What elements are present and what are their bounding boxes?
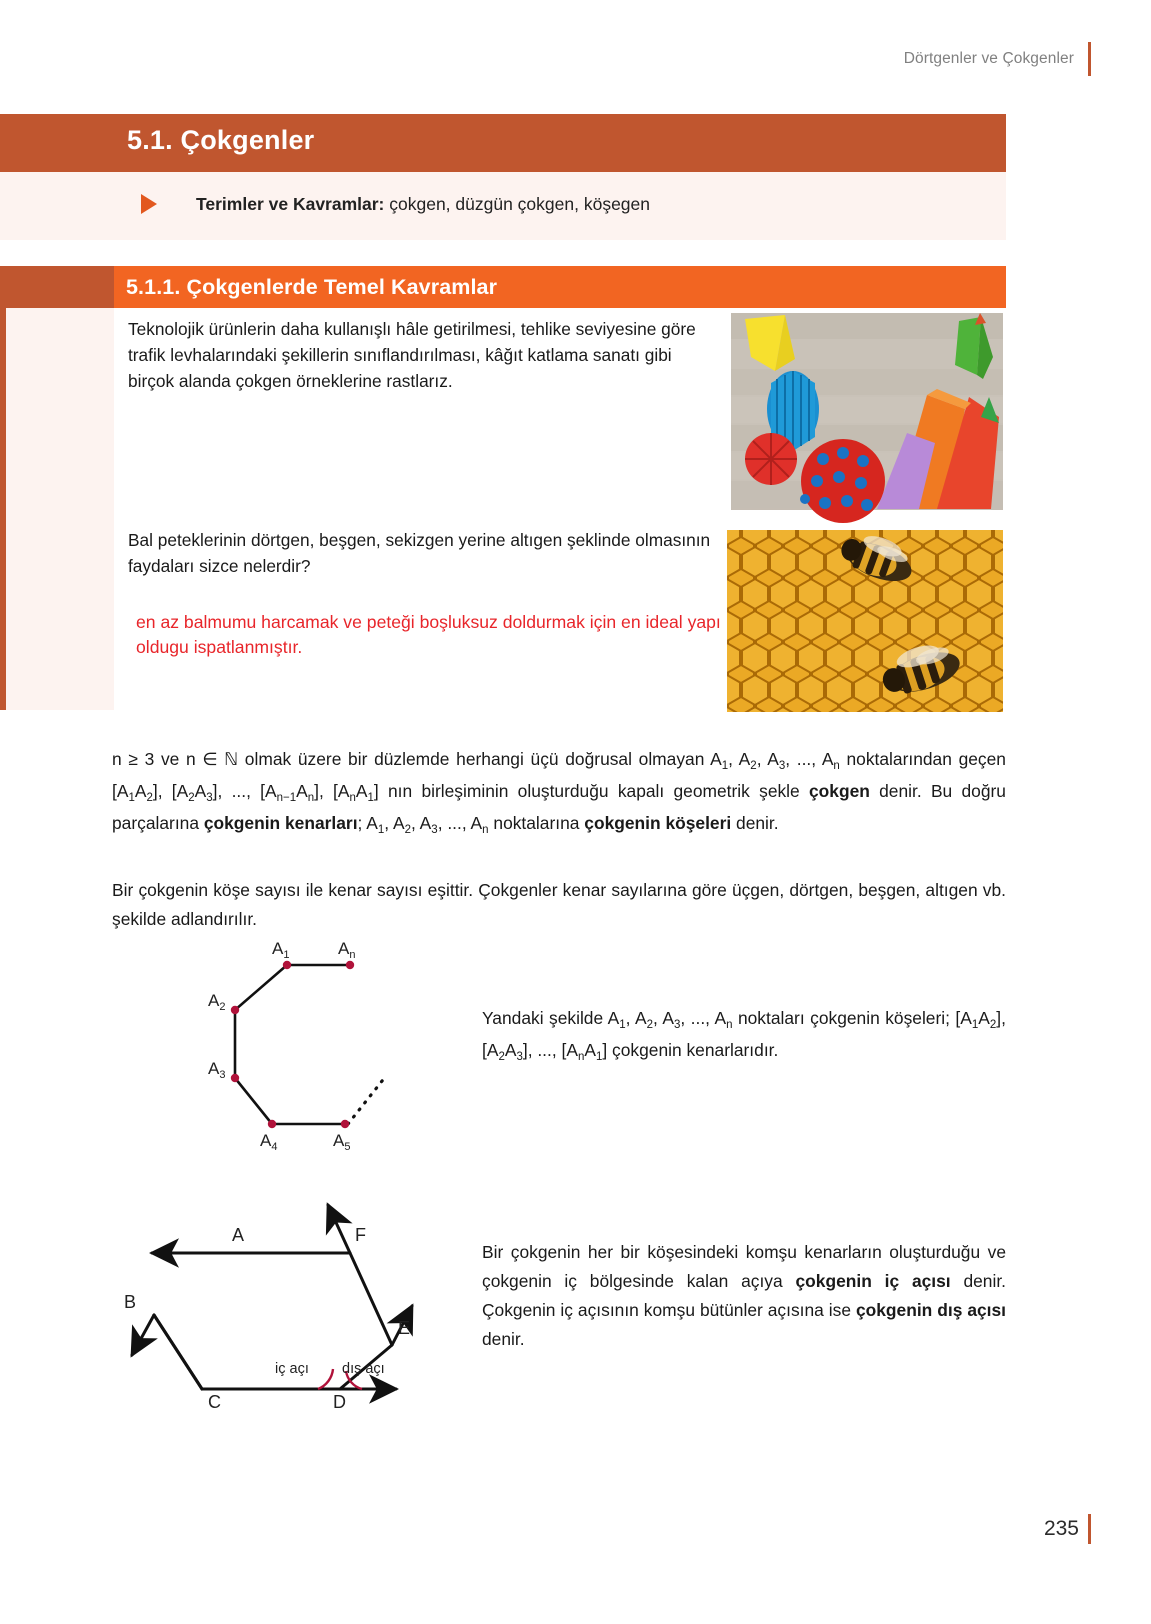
- page-title: 5.1. Çokgenler: [127, 125, 315, 155]
- subsection-band-shade: [0, 266, 114, 308]
- triangle-bullet-icon: [141, 194, 157, 214]
- open-polygon-description: Yandaki şekilde $A_1$, $A_2$, $A_3$, ..., $A_n$ noktaları çokgenin köşeleri; $[A_1A_2]$, $[A_2A_3]$, ..., $[A_nA_1]$ çokgenin kenarlarıdır.: [482, 1008, 1006, 1063]
- page-number-text: 235: [1043, 1517, 1079, 1540]
- interior-angle-arc: [318, 1369, 333, 1389]
- origami-photo: [731, 313, 1003, 510]
- origami-paragraph: Teknolojik ürünlerin daha kullanışlı hâle getirilmesi, tehlike seviyesine göre trafik levhalarındaki şekillerin sınıflandırılması, kâğıt katlama sanatı gibi birçok alanda çokgen örneklerine rastlarız.: [128, 319, 696, 391]
- label-B: B: [124, 1292, 137, 1312]
- interior-angle-label: iç açı: [275, 1361, 309, 1377]
- open-polygon-figure: [190, 938, 420, 1158]
- pale-side-panel: [6, 308, 114, 710]
- label-A2: $A_2$: [208, 991, 226, 1013]
- label-An: $A_n$: [338, 939, 356, 961]
- open-polygon-graphic: [190, 938, 420, 1158]
- page-number-rule: [1088, 1514, 1091, 1544]
- definition-paragraph: n ≥ 3 ve n ∈ ℕ olmak üzere bir düzlemde herhangi üçü doğrusal olmayan $A_1$, $A_2$, $A_3$, ..., $A_n$ noktalarından geçen $[A_1A_2]$, $[A_2A_3]$, ..., $[A_{n-1}A_n]$, $[A_nA_1]$ nın birleşiminin oluşturduğu kapalı geometrik şekle çokgen denir. Bu doğru parçalarına çokgenin kenarları; $A_1$, $A_2$, $A_3$, ..., $A_n$ noktalarına çokgenin köşeleri denir.: [112, 749, 1006, 836]
- angle-description: Bir çokgenin her bir köşesindeki komşu kenarların oluşturduğu ve çokgenin iç bölgesinde kalan açıya çokgenin iç açısı denir. Çokgenin iç açısının komşu bütünler açısına ise çokgenin dış açısı denir.: [482, 1242, 1007, 1349]
- handwritten-answer: en az balmumu harcamak ve peteği boşluksuz doldurmak için en ideal yapı oldugu ispatlanmıştır.: [136, 612, 721, 657]
- section-title-band: [0, 114, 1006, 172]
- label-C: C: [208, 1392, 221, 1412]
- page-number: [1044, 1514, 1091, 1544]
- subsection-title-band: [0, 266, 1006, 308]
- label-E: E: [398, 1318, 411, 1338]
- label-A1: $A_1$: [272, 939, 290, 961]
- honeycomb-photo-graphic: [727, 530, 1003, 712]
- label-D: D: [333, 1392, 346, 1412]
- honeycomb-question: Bal peteklerinin dörtgen, beşgen, sekizgen yerine altıgen şeklinde olmasının faydaları sizce nelerdir?: [128, 530, 711, 576]
- hexagon-angles-graphic: [124, 1175, 430, 1412]
- label-A4: $A_4$: [260, 1131, 278, 1153]
- label-A3: $A_3$: [208, 1059, 226, 1081]
- hexagon-angles-figure: [124, 1175, 430, 1412]
- subsection-title: 5.1.1. Çokgenlerde Temel Kavramlar: [126, 275, 498, 299]
- running-head-text: Dörtgenler ve Çokgenler: [903, 50, 1074, 67]
- running-head: [904, 42, 1091, 76]
- terms-and-concepts-strip: [0, 172, 1006, 240]
- label-A: A: [232, 1225, 245, 1245]
- label-F: F: [355, 1225, 366, 1245]
- honeycomb-photo: [727, 530, 1003, 712]
- running-head-rule: [1088, 42, 1091, 76]
- terms-values: çokgen, düzgün çokgen, köşegen: [384, 194, 651, 214]
- exterior-angle-label: dış açı: [342, 1361, 385, 1377]
- origami-photo-graphic: [731, 313, 1003, 510]
- terms-and-concepts-text: [196, 194, 650, 215]
- terms-label: Terimler ve Kavramlar:: [196, 194, 385, 214]
- label-A5: $A_5$: [333, 1131, 351, 1153]
- naming-paragraph: Bir çokgenin köşe sayısı ile kenar sayısı eşittir. Çokgenler kenar sayılarına göre üçgen, dörtgen, beşgen, altıgen vb. şekilde adlandırılır.: [112, 880, 1006, 929]
